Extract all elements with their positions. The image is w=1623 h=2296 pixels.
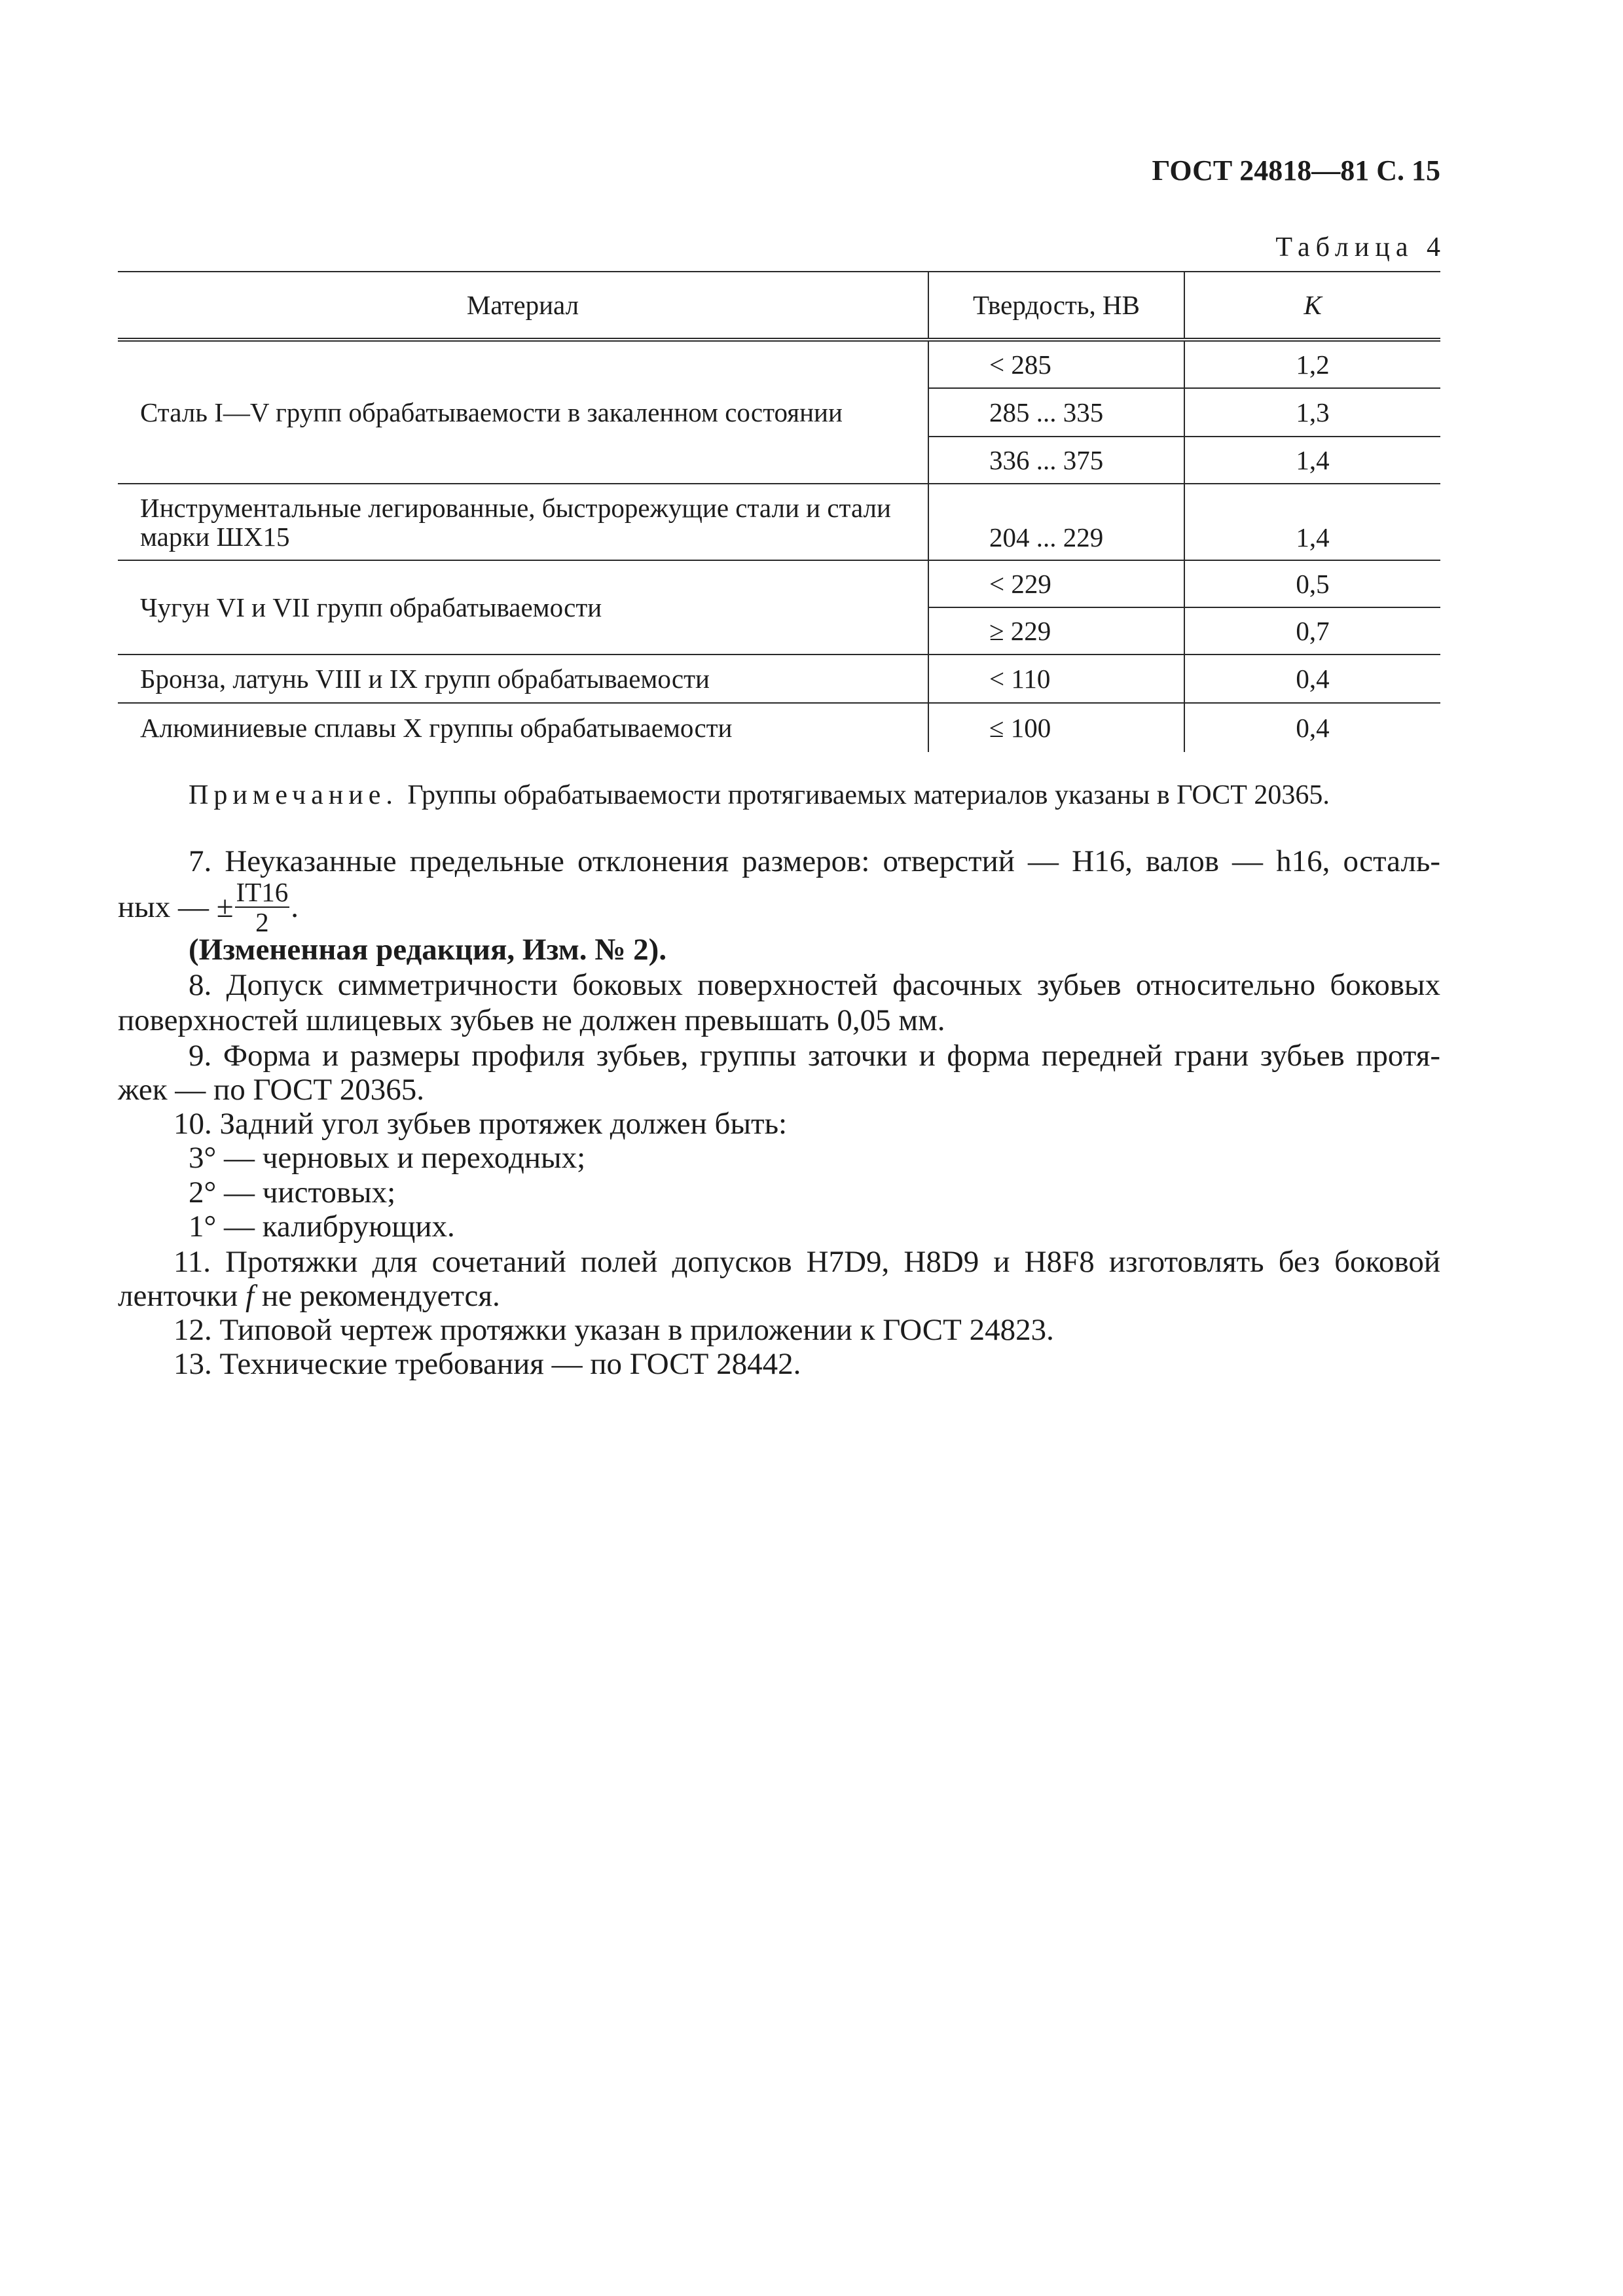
k-cell: 1,4: [1184, 484, 1440, 560]
k-cell: 0,4: [1296, 713, 1330, 743]
hardness-cell: ≤ 100: [928, 703, 1184, 752]
column-header-hardness: Твердость, НВ: [928, 272, 1184, 340]
table-caption: Таблица 4: [1275, 232, 1446, 262]
material-text-line: марки ШХ15: [140, 521, 290, 552]
table-row: [118, 340, 1440, 388]
k-cell: 1,4: [1184, 437, 1440, 484]
table-row: [118, 484, 1440, 560]
fraction-denominator: 2: [255, 907, 269, 937]
clause-9-line-1: 9. Форма и размеры профиля зубьев, группы заточки и форма передней грани зубьев протя-: [189, 1039, 1440, 1073]
clause-7-line-2-suffix: .: [291, 890, 299, 924]
clause-13: 13. Технические требования — по ГОСТ 28442.: [173, 1347, 801, 1381]
clause-10: 10. Задний угол зубьев протяжек должен быть:: [173, 1107, 788, 1141]
hardness-cell: 285 ... 335: [928, 388, 1184, 437]
table-header-row: [118, 272, 1440, 340]
clause-11-line-1: 11. Протяжки для сочетаний полей допусков H7D9, H8D9 и H8F8 изготовлять без боковой: [173, 1245, 1440, 1279]
variable-f: f: [246, 1279, 255, 1313]
fraction: [235, 878, 290, 937]
material-text: Алюминиевые сплавы X группы обрабатываемости: [140, 713, 733, 743]
table-4: [118, 271, 1440, 752]
table-row: [118, 703, 1440, 752]
note-text: Группы обрабатываемости протягиваемых материалов указаны в ГОСТ 20365.: [407, 780, 1330, 810]
material-text: Бронза, латунь VIII и IX групп обрабатываемости: [140, 664, 710, 694]
material-cell: [118, 560, 928, 655]
clause-11-line-2: [118, 1278, 1440, 1314]
page-header-title: ГОСТ 24818—81 С. 15: [1152, 154, 1440, 187]
material-text: Сталь I—V групп обрабатываемости в закаленном состоянии: [140, 397, 843, 427]
column-header-material: Материал: [118, 272, 928, 340]
k-cell: 0,7: [1184, 607, 1440, 655]
material-cell: [118, 703, 928, 752]
material-text-line: Инструментальные легированные, быстрорежущие стали и стали: [140, 492, 891, 523]
k-cell: 1,3: [1184, 388, 1440, 437]
k-cell: 0,4: [1184, 655, 1440, 703]
table-note: [189, 780, 1330, 810]
table-row: [118, 655, 1440, 703]
hardness-cell: ≥ 229: [928, 607, 1184, 655]
revision-note: (Измененная редакция, Изм. № 2).: [189, 933, 667, 967]
clause-7-line-2-prefix: ных — ±: [118, 890, 234, 924]
fraction-numerator: IT16: [236, 877, 289, 907]
material-text: Чугун VI и VII групп обрабатываемости: [140, 592, 602, 622]
material-cell: [118, 340, 928, 484]
note-label: Примечание.: [189, 780, 398, 810]
clause-10-item: 1° — калибрующих.: [189, 1210, 455, 1244]
k-cell: 0,5: [1184, 560, 1440, 607]
clause-7-line-1: 7. Неуказанные предельные отклонения размеров: отверстий — H16, валов — h16, осталь-: [189, 844, 1440, 878]
clause-11-line-2-before: ленточки: [118, 1279, 246, 1313]
material-cell: [118, 655, 928, 703]
hardness-cell: < 110: [928, 655, 1184, 703]
clause-7-line-2: [118, 878, 299, 937]
clause-9-line-2: жек — по ГОСТ 20365.: [118, 1073, 425, 1107]
table-row: [118, 560, 1440, 607]
clause-8-line-1: 8. Допуск симметричности боковых поверхностей фасочных зубьев относительно боковых: [189, 968, 1440, 1002]
clause-10-item: 2° — чистовых;: [189, 1175, 396, 1210]
clause-11-line-2-after: не рекомендуется.: [254, 1279, 500, 1313]
hardness-cell: < 229: [928, 560, 1184, 607]
clause-10-item: 3° — черновых и переходных;: [189, 1141, 586, 1175]
column-header-k: K: [1184, 272, 1440, 340]
material-cell: [118, 484, 928, 560]
clause-12: 12. Типовой чертеж протяжки указан в приложении к ГОСТ 24823.: [173, 1313, 1054, 1347]
clause-8-line-2: поверхностей шлицевых зубьев не должен превышать 0,05 мм.: [118, 1003, 945, 1037]
hardness-cell: 204 ... 229: [928, 484, 1184, 560]
hardness-cell: < 285: [928, 340, 1184, 388]
hardness-cell: 336 ... 375: [928, 437, 1184, 484]
k-cell: 1,2: [1184, 340, 1440, 388]
